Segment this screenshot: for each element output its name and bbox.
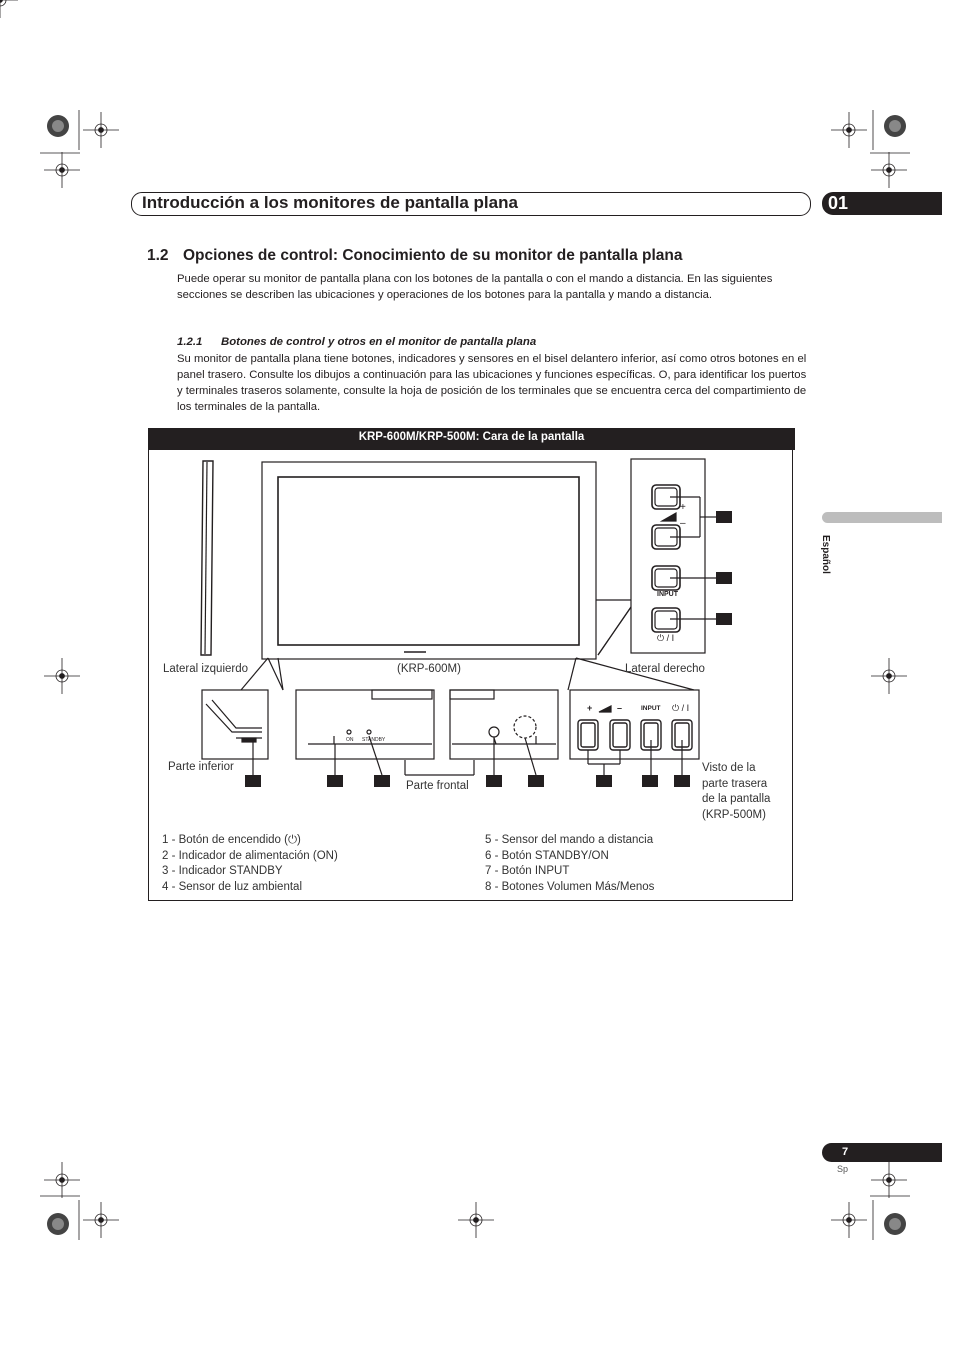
vol-plus-text: +	[680, 502, 686, 513]
subsection-heading	[177, 336, 536, 348]
label-right-side: Lateral derecho	[625, 663, 705, 675]
subsection-title: Botones de control y otros en el monitor de pantalla plana	[221, 336, 537, 348]
label-bottom: Parte inferior	[168, 761, 234, 773]
badge-7b	[642, 775, 658, 787]
page-number: 7	[822, 1143, 942, 1162]
chapter-number: 01	[822, 192, 942, 215]
label-model: (KRP-600M)	[397, 663, 461, 675]
label-rear-line1: Visto de la	[702, 762, 756, 774]
input-text-side: INPUT	[657, 591, 678, 598]
side-panel-buttons	[652, 485, 680, 632]
legend-item: 5 - Sensor del mando a distancia	[485, 834, 654, 846]
legend-item: 7 - Botón INPUT	[485, 865, 570, 878]
page-lang-code: Sp	[837, 1164, 849, 1174]
legend-right	[485, 833, 654, 895]
section-title: Opciones de control: Conocimiento de su monitor de pantalla plana	[183, 247, 683, 264]
label-rear-line4: (KRP-500M)	[702, 808, 766, 821]
label-front: Parte frontal	[406, 780, 469, 792]
badge-8	[716, 511, 732, 523]
section-intro: Puede operar su monitor de pantalla plana con los botones de la pantalla o con el mando a distancia. En las siguientes secciones se describen las ubicaciones y operaciones de los botones para la pantalla y mando a distancia.	[177, 273, 773, 301]
legend-left	[162, 833, 338, 895]
section-heading	[147, 247, 683, 265]
legend-item: 6 - Botón STANDBY/ON	[485, 849, 609, 862]
subsection-number: 1.2.1	[177, 336, 203, 348]
badge-1	[245, 775, 261, 787]
badge-2	[327, 775, 343, 787]
legend-item: 3 - Indicador STANDBY	[162, 865, 283, 878]
language-label: Español	[820, 535, 831, 574]
subsection-body: Su monitor de pantalla plana tiene botones, indicadores y sensores en el bisel delantero inferior, así como otros botones en el panel trasero. Consulte los dibujos a continuación para las ubicaciones y funciones específicas. O, para identificar los puertos y terminales traseros solamente, consulte la hoja de posición de los terminales que se encuentra cerca del compartimiento de los terminales de la pantalla.	[177, 353, 807, 413]
section-number: 1.2	[147, 247, 169, 264]
rear-plus-text: +	[587, 703, 593, 713]
badge-6b	[674, 775, 690, 787]
badge-4	[486, 775, 502, 787]
legend-item: 1 - Botón de encendido (⏻)	[162, 834, 301, 846]
monitor-diagram	[148, 450, 794, 830]
rear-minus-text: –	[617, 703, 623, 713]
label-rear-line3: de la pantalla	[702, 793, 771, 805]
figure-title: KRP-600M/KRP-500M: Cara de la pantalla	[148, 428, 795, 450]
on-text: ON	[346, 737, 354, 743]
label-rear	[702, 761, 770, 823]
header-title: Introducción a los monitores de pantalla plana	[142, 193, 518, 212]
legend-item: 4 - Sensor de luz ambiental	[162, 880, 302, 893]
badge-7	[716, 572, 732, 584]
rear-power-text: ⏻ / I	[672, 703, 690, 713]
badge-5	[528, 775, 544, 787]
legend-item: 8 - Botones Volumen Más/Menos	[485, 880, 655, 893]
label-left-side: Lateral izquierdo	[163, 663, 249, 675]
standby-text: STANDBY	[362, 737, 386, 743]
vol-minus-text: –	[680, 518, 686, 529]
power-text-side: ⏻ / I	[657, 633, 675, 643]
badge-3	[374, 775, 390, 787]
badge-6	[716, 613, 732, 625]
label-rear-line2: parte trasera	[702, 777, 768, 790]
language-tab	[822, 512, 942, 523]
legend-item: 2 - Indicador de alimentación (ON)	[162, 849, 338, 862]
badge-8b	[596, 775, 612, 787]
rear-input-text: INPUT	[641, 705, 661, 712]
